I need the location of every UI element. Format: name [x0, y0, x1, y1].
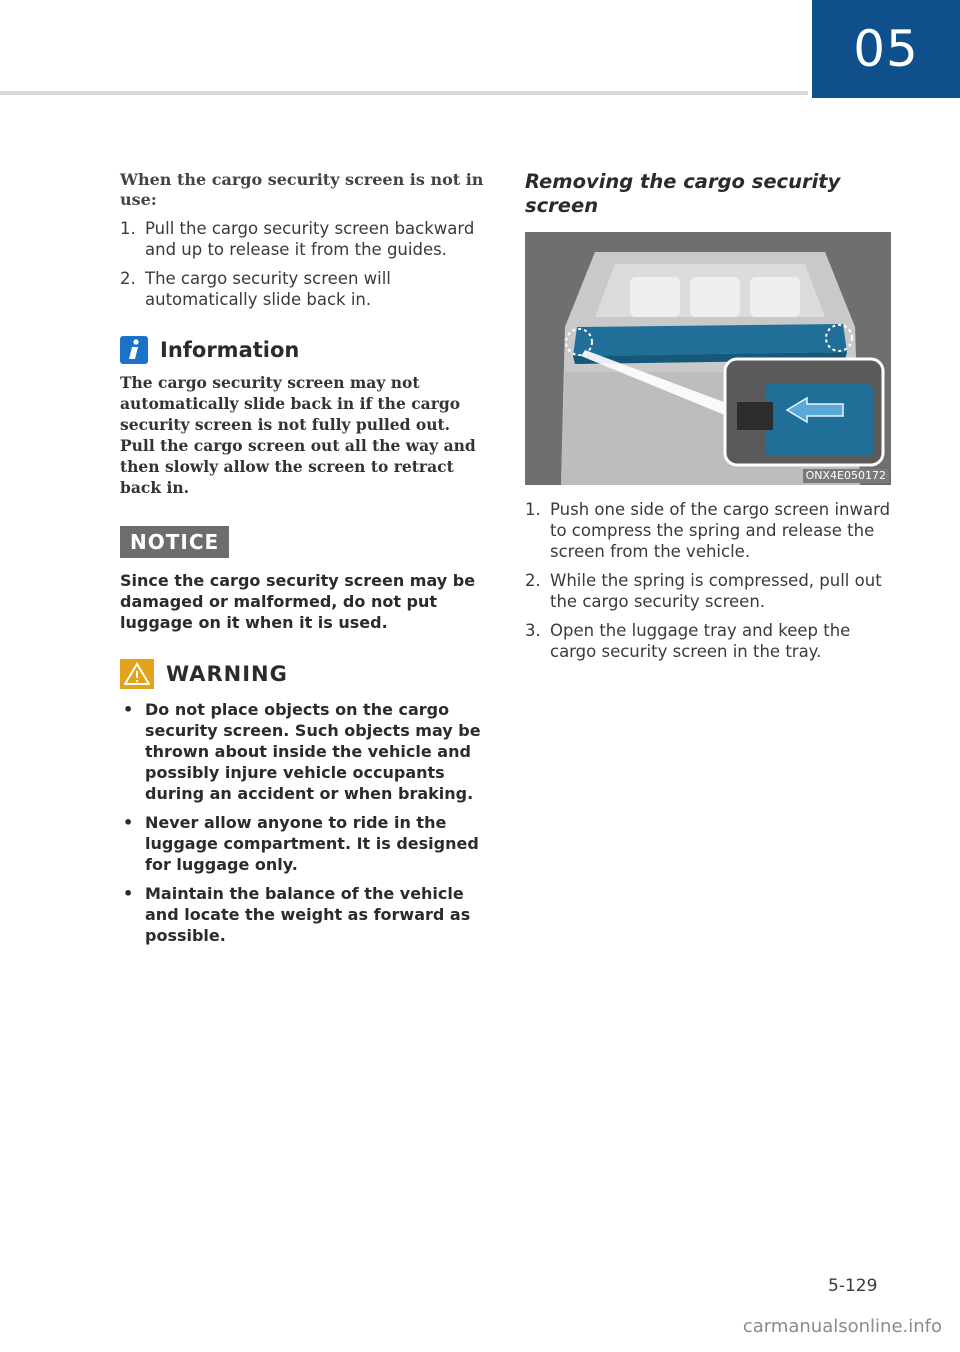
list-item	[120, 883, 490, 946]
step-text: Open the luggage tray and keep the cargo security screen in the tray.	[550, 621, 851, 661]
step-text: While the spring is compressed, pull out the cargo security screen.	[550, 571, 882, 611]
figure-code: ONX4E050172	[803, 469, 889, 483]
list-item	[525, 499, 895, 562]
bullet-text: Do not place objects on the cargo security screen. Such objects may be thrown about inside the vehicle and possibly injure vehicle occupants during an accident or when braking.	[145, 700, 481, 803]
subhead: When the cargo security screen is not in use:	[120, 170, 484, 209]
information-title: Information	[160, 338, 300, 362]
header-rule	[0, 91, 808, 95]
left-steps	[120, 218, 490, 310]
list-item	[120, 812, 490, 875]
step-number: 2.	[120, 269, 136, 288]
information-body: The cargo security screen may not automatically slide back in if the cargo security screen is not fully pulled out. Pull the cargo screen out all the way and then slowly allow the screen to retract back in.	[120, 373, 476, 497]
warning-title: WARNING	[166, 662, 288, 686]
bullet: •	[123, 884, 134, 903]
left-column	[120, 170, 490, 954]
notice-badge: NOTICE	[120, 526, 229, 558]
right-steps	[525, 499, 895, 662]
bullet: •	[123, 813, 134, 832]
step-number: 3.	[525, 621, 541, 640]
watermark: carmanualsonline.info	[742, 1316, 942, 1337]
information-header	[120, 336, 490, 364]
info-icon	[120, 336, 148, 364]
cargo-area-drawing	[525, 232, 891, 485]
cargo-screen-illustration	[525, 232, 891, 485]
step-number: 1.	[525, 500, 541, 519]
step-number: 2.	[525, 571, 541, 590]
list-item	[120, 218, 490, 260]
list-item	[120, 699, 490, 804]
list-item	[120, 268, 490, 310]
step-text: Push one side of the cargo screen inward to compress the spring and release the screen from the vehicle.	[550, 500, 891, 561]
warning-header	[120, 659, 490, 689]
warning-list	[120, 699, 490, 946]
bullet: •	[123, 700, 134, 719]
chapter-tab: 05	[812, 0, 960, 98]
list-item	[525, 620, 895, 662]
step-number: 1.	[120, 219, 136, 238]
list-item	[525, 570, 895, 612]
notice-body: Since the cargo security screen may be damaged or malformed, do not put luggage on it when it is used.	[120, 571, 476, 632]
right-column	[525, 170, 895, 670]
step-text: The cargo security screen will automatically slide back in.	[145, 269, 391, 309]
bullet-text: Maintain the balance of the vehicle and locate the weight as forward as possible.	[145, 884, 471, 945]
warning-icon	[120, 659, 154, 689]
bullet-text: Never allow anyone to ride in the luggage compartment. It is designed for luggage only.	[145, 813, 479, 874]
step-text: Pull the cargo security screen backward and up to release it from the guides.	[145, 219, 475, 259]
page-number: 5-129	[828, 1276, 878, 1296]
section-title: Removing the cargo security screen	[525, 170, 841, 217]
